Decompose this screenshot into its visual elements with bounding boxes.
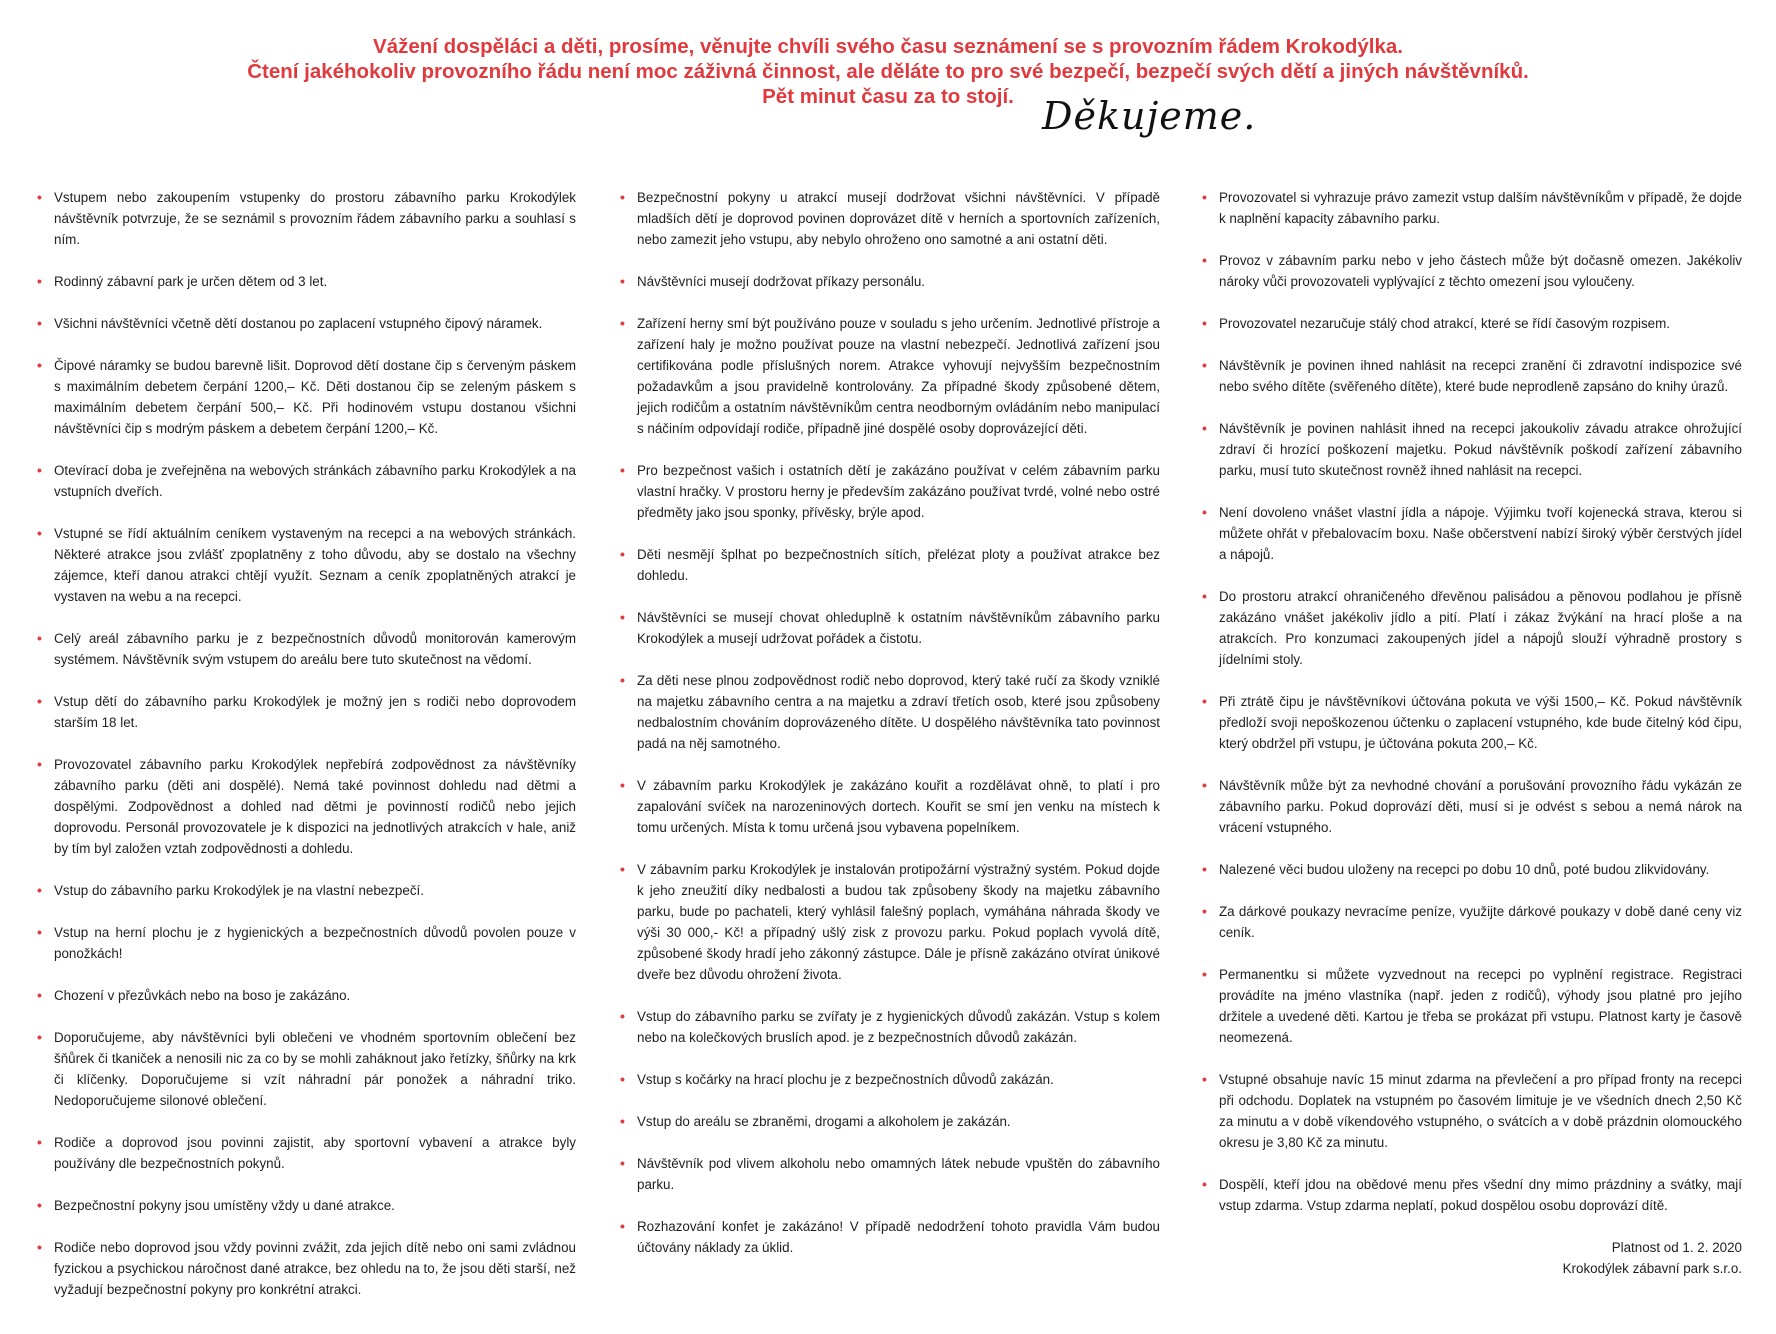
rule-text: Provozovatel zábavního parku Krokodýlek nepřebírá zodpovědnost za návštěvníky zábavního parku (děti ani dospělé). Nemá také povinnost dohledu nad dětmi a dospělými. Zodpovědnost a dohled nad dětmi je povinností rodičů nebo jejich doprovodu. Personál provozovatele je k dispozici na jednotlivých atrakcích v hale, aniž by tím byl založen vztah zodpovědnosti a dohledu. [54, 757, 576, 856]
bullet-icon: • [1202, 1176, 1207, 1192]
bullet-icon: • [620, 1218, 625, 1234]
bullet-icon: • [1202, 777, 1207, 793]
rule-text: Návštěvníci musejí dodržovat příkazy personálu. [637, 274, 926, 289]
bullet-icon: • [620, 546, 625, 562]
rule-item [619, 607, 1160, 649]
rule-text: Návštěvník pod vlivem alkoholu nebo omamných látek nebude vpuštěn do zábavního parku. [637, 1156, 1160, 1192]
rule-item [1201, 1174, 1742, 1216]
bullet-icon: • [37, 525, 42, 541]
bullet-icon: • [1202, 189, 1207, 205]
rule-text: Do prostoru atrakcí ohraničeného dřevěnou palisádou a pěnovou podlahou je přísně zakázáno vnášet jakékoliv jídlo a pití. Platí i zákaz žvýkání na hrací ploše a na atrakcích. Pro konzumaci zakoupených jídel a nápojů slouží výhradně prostory s jídelními stoly. [1219, 589, 1742, 667]
rule-text: Otevírací doba je zveřejněna na webových stránkách zábavního parku Krokodýlek a na vstupních dveřích. [54, 463, 576, 499]
rule-item [619, 271, 1160, 292]
bullet-icon: • [1202, 966, 1207, 982]
rule-text: Vstupné se řídí aktuálním ceníkem vystaveným na recepci a na webových stránkách. Některé atrakce jsou zvlášť zpoplatněny z toho důvodu, aby se dostalo na všechny zájemce, kteří danou atrakci chtějí využít. Seznam a ceník zpoplatněných atrakcí je vystaven na webu a na recepci. [54, 526, 576, 604]
rule-item [619, 859, 1160, 985]
rule-text: Vstup do zábavního parku se zvířaty je z hygienických důvodů zakázán. Vstup s kolem nebo na kolečkových bruslích apod. je z bezpečnostních důvodů zakázán. [637, 1009, 1160, 1045]
rule-text: Bezpečnostní pokyny u atrakcí musejí dodržovat všichni návštěvníci. V případě mladších dětí je doprovod povinen doprovázet dítě v herních a sportovních zařízeních, nebo zamezit jeho vstupu, aby nebylo ohroženo ono samotné a ani ostatní děti. [637, 190, 1160, 247]
rule-item [619, 1216, 1160, 1258]
rule-item [36, 985, 576, 1006]
rule-text: Rozhazování konfet je zakázáno! V případě nedodržení tohoto pravidla Vám budou účtovány náklady za úklid. [637, 1219, 1160, 1255]
rule-text: Provozovatel nezaručuje stálý chod atrakcí, které se řídí časovým rozpisem. [1219, 316, 1671, 331]
bullet-icon: • [620, 273, 625, 289]
rule-text: V zábavním parku Krokodýlek je instalován protipožární výstražný systém. Pokud dojde k jeho zneužití díky nedbalosti a budou tak způsobeny škody na majetku zábavního parku, bude po pachateli, který vyhlásil falešný poplach, vymáhána náhrada škody ve výši 30 000,- Kč! a případný ušlý zisk z provozu parku. Pokud poplach vyvolá dítě, způsobené škody hradí jeho zákonný zástupce. Dále je přísně zakázáno otvírat únikové dveře bez důvodu ohrožení života. [637, 862, 1160, 982]
bullet-icon: • [620, 1008, 625, 1024]
rule-item [36, 1027, 576, 1111]
rule-text: Doporučujeme, aby návštěvníci byli oblečeni ve vhodném sportovním oblečení bez šňůrek či tkaniček a nenosili nic za co by se mohli zaháknout jako řetízky, šňůrky na krk či klíčenky. Doporučujeme si vzít náhradní pár ponožek a náhradní triko. Nedoporučujeme silonové oblečení. [54, 1030, 576, 1108]
rule-text: Vstup na herní plochu je z hygienických a bezpečnostních důvodů povolen pouze v ponožkách! [54, 925, 576, 961]
rule-item [1201, 859, 1742, 880]
rules-column-1 [36, 187, 576, 1321]
header [0, 34, 1776, 109]
bullet-icon: • [37, 1239, 42, 1255]
rule-text: Rodiče nebo doprovod jsou vždy povinni zvážit, zda jejich dítě nebo oni sami zvládnou fyzickou a psychickou náročnost dané atrakce, bez ohledu na to, že jsou děti starší, než vyžadují bezpečnostní pokyny pro konkrétní atrakci. [54, 1240, 576, 1297]
bullet-icon: • [1202, 693, 1207, 709]
rule-item [619, 187, 1160, 250]
rules-columns [0, 187, 1776, 1307]
rule-item [619, 1006, 1160, 1048]
rule-text: Vstupem nebo zakoupením vstupenky do prostoru zábavního parku Krokodýlek návštěvník potvrzuje, že se seznámil s provozním řádem zábavního parku a souhlasí s ním. [54, 190, 576, 247]
bullet-icon: • [620, 315, 625, 331]
rule-text: Návštěvníci se musejí chovat ohleduplně k ostatním návštěvníkům zábavního parku Krokodýlek a musejí udržovat pořádek a čistotu. [637, 610, 1160, 646]
bullet-icon: • [37, 924, 42, 940]
rule-item [1201, 313, 1742, 334]
bullet-icon: • [620, 1155, 625, 1171]
bullet-icon: • [37, 462, 42, 478]
rule-text: Celý areál zábavního parku je z bezpečnostních důvodů monitorován kamerovým systémem. Návštěvník svým vstupem do areálu bere tuto skutečnost na vědomí. [54, 631, 576, 667]
rule-text: Provozovatel si vyhrazuje právo zamezit vstup dalším návštěvníkům v případě, že dojde k naplnění kapacity zábavního parku. [1219, 190, 1742, 226]
rule-text: Čipové náramky se budou barevně lišit. Doprovod dětí dostane čip s červeným páskem s maximálním debetem čerpání 1200,– Kč. Děti dostanou čip se zeleným páskem s maximálním debetem čerpání 500,– Kč. Při hodinovém vstupu dostanou všichni návštěvníci čip s modrým páskem a debetem čerpání 1200,– Kč. [54, 358, 576, 436]
bullet-icon: • [620, 861, 625, 877]
rule-text: Permanentku si můžete vyzvednout na recepci po vyplnění registrace. Registraci provádíte na jméno vlastníka (např. jeden z rodičů), výhody jsou platné pro jejího držitele a uvedené děti. Kartou je třeba se prokázat při vstupu. Platnost karty je časově neomezená. [1219, 967, 1742, 1045]
rule-item [1201, 964, 1742, 1048]
rule-item [619, 544, 1160, 586]
bullet-icon: • [1202, 861, 1207, 877]
rule-text: Vstup do zábavního parku Krokodýlek je na vlastní nebezpečí. [54, 883, 424, 898]
bullet-icon: • [620, 672, 625, 688]
bullet-icon: • [37, 693, 42, 709]
rule-item [1201, 187, 1742, 229]
rule-item [619, 1153, 1160, 1195]
rule-text: V zábavním parku Krokodýlek je zakázáno kouřit a rozdělávat ohně, to platí i pro zapalování svíček na narozeninových dortech. Kouřit se smí jen venku na místech k tomu určených. Místa k tomu určená jsou vybavena popelníkem. [637, 778, 1160, 835]
bullet-icon: • [1202, 903, 1207, 919]
rule-item [619, 775, 1160, 838]
rule-text: Návštěvník může být za nevhodné chování a porušování provozního řádu vykázán ze zábavního parku. Pokud doprovází děti, musí si je odvést s sebou a nemá nárok na vrácení vstupného. [1219, 778, 1742, 835]
bullet-icon: • [37, 987, 42, 1003]
rule-item [36, 1195, 576, 1216]
rule-item [1201, 901, 1742, 943]
signature-thanks: Děkujeme. [1042, 94, 1257, 138]
rule-item [36, 922, 576, 964]
rule-item [619, 1111, 1160, 1132]
rule-item [36, 628, 576, 670]
rule-item [1201, 502, 1742, 565]
rule-item [1201, 355, 1742, 397]
rule-item [1201, 250, 1742, 292]
rule-text: Rodinný zábavní park je určen dětem od 3 let. [54, 274, 328, 289]
rule-text: Vstup do areálu se zbraněmi, drogami a alkoholem je zakázán. [637, 1114, 1011, 1129]
rule-text: Provoz v zábavním parku nebo v jeho částech může být dočasně omezen. Jakékoliv nároky vůči provozovateli vyplývající z těchto omezení jsou vyloučeny. [1219, 253, 1742, 289]
rule-text: Návštěvník je povinen nahlásit ihned na recepci jakoukoliv závadu atrakce ohrožující zdraví či hrozící poškození majetku. Pokud návštěvník poškodí zařízení zábavního parku, musí tuto skutečnost rovněž ihned nahlásit na recepci. [1219, 421, 1742, 478]
bullet-icon: • [37, 357, 42, 373]
bullet-icon: • [1202, 357, 1207, 373]
bullet-icon: • [37, 315, 42, 331]
rule-item [36, 1237, 576, 1300]
rule-text: Dospělí, kteří jdou na obědové menu přes všední dny mimo prázdniny a svátky, mají vstup zdarma. Vstup zdarma neplatí, pokud dospělou osobu doprovází dítě. [1219, 1177, 1742, 1213]
rule-item [619, 670, 1160, 754]
rule-item [1201, 1069, 1742, 1153]
rule-text: Chození v přezůvkách nebo na boso je zakázáno. [54, 988, 351, 1003]
bullet-icon: • [37, 882, 42, 898]
bullet-icon: • [620, 1113, 625, 1129]
rule-item [36, 880, 576, 901]
bullet-icon: • [1202, 252, 1207, 268]
bullet-icon: • [620, 609, 625, 625]
rule-item [36, 271, 576, 292]
rule-item [36, 460, 576, 502]
bullet-icon: • [1202, 420, 1207, 436]
rule-text: Děti nesmějí šplhat po bezpečnostních sítích, přelézat ploty a používat atrakce bez dohledu. [637, 547, 1160, 583]
rule-text: Za děti nese plnou zodpovědnost rodič nebo doprovod, který také ručí za škody vzniklé na majetku zábavního centra a na majetku a zdraví třetích osob, které jsou způsobeny nedbalostním chováním doprovázeného dítěte. U dospělého návštěvníka tato povinnost padá na něj samotného. [637, 673, 1160, 751]
rule-text: Při ztrátě čipu je návštěvníkovi účtována pokuta ve výši 1500,– Kč. Pokud návštěvník předloží svoji nepoškozenou účtenku o zaplacení vstupného, kde bude čitelný kód čipu, který obdržel při vstupu, je účtována pokuta 200,– Kč. [1219, 694, 1742, 751]
bullet-icon: • [37, 189, 42, 205]
bullet-icon: • [620, 777, 625, 793]
rule-item [1201, 775, 1742, 838]
rule-item [36, 1132, 576, 1174]
rule-text: Nalezené věci budou uloženy na recepci po dobu 10 dnů, poté budou zlikvidovány. [1219, 862, 1710, 877]
bullet-icon: • [620, 189, 625, 205]
header-line-3: Pět minut času za to stojí. [762, 85, 1014, 108]
bullet-icon: • [1202, 504, 1207, 520]
rule-text: Bezpečnostní pokyny jsou umístěny vždy u dané atrakce. [54, 1198, 395, 1213]
rule-item [1201, 418, 1742, 481]
validity-note [1201, 1237, 1742, 1279]
rule-text: Všichni návštěvníci včetně dětí dostanou po zaplacení vstupného čipový náramek. [54, 316, 543, 331]
rule-text: Vstupné obsahuje navíc 15 minut zdarma na převlečení a pro případ fronty na recepci při odchodu. Doplatek na vstupném po časovém limituje je ve všedních dnech 2,50 Kč za minutu a v době víkendového vstupného, o svátcích a v době prázdnin olomouckého okresu je 3,80 Kč za minutu. [1219, 1072, 1742, 1150]
rule-text: Rodiče a doprovod jsou povinni zajistit, aby sportovní vybavení a atrakce byly používány dle bezpečnostních pokynů. [54, 1135, 576, 1171]
company-name: Krokodýlek zábavní park s.r.o. [1562, 1261, 1742, 1276]
rules-column-3 [1201, 187, 1742, 1279]
bullet-icon: • [620, 462, 625, 478]
header-line-1: Vážení dospěláci a děti, prosíme, věnujte chvíli svého času seznámení se s provozním řádem Krokodýlka. [373, 35, 1403, 58]
bullet-icon: • [37, 273, 42, 289]
bullet-icon: • [1202, 588, 1207, 604]
rule-item [36, 355, 576, 439]
rule-text: Není dovoleno vnášet vlastní jídla a nápoje. Výjimku tvoří kojenecká strava, kterou si můžete ohřát v přebalovacím boxu. Naše občerstvení nabízí široký výběr čerstvých jídel a nápojů. [1219, 505, 1742, 562]
rule-item [619, 313, 1160, 439]
rule-text: Zařízení herny smí být používáno pouze v souladu s jeho určením. Jednotlivé přístroje a zařízení haly je možno používat pouze na vlastní nebezpečí. Jednotlivá zařízení jsou certifikována podle příslušných norem. Atrakce vyhovují nejvyšším bezpečnostním požadavkům a jsou pravidelně kontrolovány. Za případné škody způsobené dětem, jejich rodičům a ostatním návštěvníkům centra neodborným ovládáním nebo manipulací s náčiním odpovídají rodiče, případně jiné dospělé osoby doprovázející děti. [637, 316, 1160, 436]
rule-text: Za dárkové poukazy nevracíme peníze, využijte dárkové poukazy v době dané ceny viz ceník. [1219, 904, 1742, 940]
validity-date: Platnost od 1. 2. 2020 [1611, 1240, 1742, 1255]
rule-item [1201, 691, 1742, 754]
rule-item [1201, 586, 1742, 670]
rules-column-2 [619, 187, 1160, 1279]
rule-text: Návštěvník je povinen ihned nahlásit na recepci zranění či zdravotní indispozice své nebo svého dítěte (svěřeného dítěte), které bude neprodleně zapsáno do knihy úrazů. [1219, 358, 1742, 394]
bullet-icon: • [37, 630, 42, 646]
bullet-icon: • [620, 1071, 625, 1087]
rule-text: Vstup dětí do zábavního parku Krokodýlek je možný jen s rodiči nebo doprovodem starším 18 let. [54, 694, 576, 730]
rule-item [36, 523, 576, 607]
bullet-icon: • [1202, 315, 1207, 331]
rule-item [619, 1069, 1160, 1090]
rule-text: Vstup s kočárky na hrací plochu je z bezpečnostních důvodů zakázán. [637, 1072, 1054, 1087]
rule-item [36, 691, 576, 733]
rule-item [36, 313, 576, 334]
rule-text: Pro bezpečnost vašich i ostatních dětí je zakázáno používat v celém zábavním parku vlastní hračky. V prostoru herny je především zakázáno používat tvrdé, volné nebo ostré předměty jako jsou sponky, přívěsky, brýle apod. [637, 463, 1160, 520]
bullet-icon: • [37, 756, 42, 772]
bullet-icon: • [37, 1134, 42, 1150]
rule-item [36, 187, 576, 250]
bullet-icon: • [1202, 1071, 1207, 1087]
bullet-icon: • [37, 1029, 42, 1045]
rule-item [36, 754, 576, 859]
rule-item [619, 460, 1160, 523]
header-line-2: Čtení jakéhokoliv provozního řádu není moc záživná činnost, ale děláte to pro své bezpečí, bezpečí svých dětí a jiných návštěvníků. [247, 60, 1529, 83]
bullet-icon: • [37, 1197, 42, 1213]
